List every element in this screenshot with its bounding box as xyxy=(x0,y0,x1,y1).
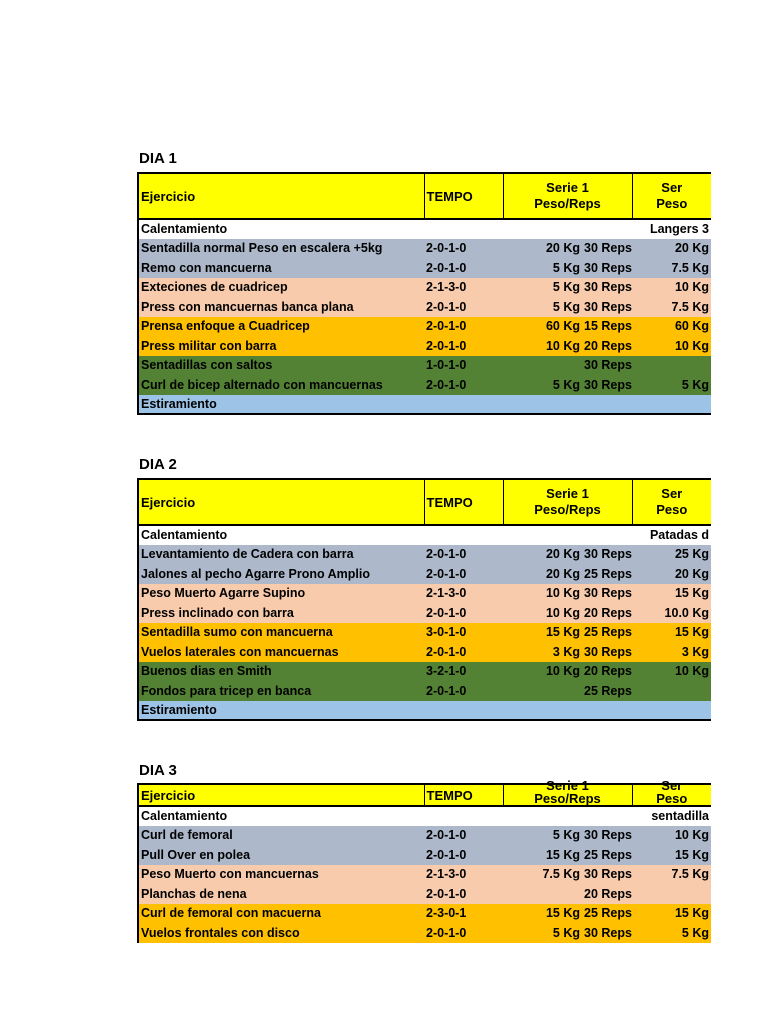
exercise-name: Remo con mancuerna xyxy=(138,258,424,278)
exercise-name: Curl de femoral xyxy=(138,826,424,846)
workout-table xyxy=(137,478,711,721)
header-serie-1: Serie 1 Peso/Reps xyxy=(503,479,632,525)
tempo-value: 2-0-1-0 xyxy=(424,375,503,395)
serie1-reps: 20 Reps xyxy=(582,603,632,623)
serie1-weight: 10 Kg xyxy=(503,662,582,682)
serie1-reps: 25 Reps xyxy=(582,564,632,584)
serie1-weight: 20 Kg xyxy=(503,545,582,565)
serie1-reps: 20 Reps xyxy=(582,662,632,682)
tempo-value: 2-0-1-0 xyxy=(424,297,503,317)
table-header-row xyxy=(138,784,711,806)
tempo-value: 2-0-1-0 xyxy=(424,826,503,846)
stretch-label: Estiramiento xyxy=(138,395,424,415)
serie1-reps: 30 Reps xyxy=(582,375,632,395)
table-row xyxy=(138,564,711,584)
table-row xyxy=(138,278,711,298)
serie1-weight: 10 Kg xyxy=(503,603,582,623)
serie1-reps: 25 Reps xyxy=(582,623,632,643)
serie2-weight: 15 Kg xyxy=(632,623,711,643)
warmup-label: Calentamiento xyxy=(138,806,424,826)
exercise-name: Peso Muerto Agarre Supino xyxy=(138,584,424,604)
tempo-value: 2-1-3-0 xyxy=(424,865,503,885)
workout-table-viewport xyxy=(137,172,710,415)
table-row xyxy=(138,826,711,846)
serie1-weight: 15 Kg xyxy=(503,904,582,924)
tempo-value: 2-0-1-0 xyxy=(424,603,503,623)
table-row xyxy=(138,904,711,924)
exercise-name: Pull Over en polea xyxy=(138,845,424,865)
serie2-weight: 15 Kg xyxy=(632,845,711,865)
serie1-weight xyxy=(503,681,582,701)
table-row xyxy=(138,923,711,943)
serie1-reps: 30 Reps xyxy=(582,356,632,376)
serie1-reps: 30 Reps xyxy=(582,826,632,846)
serie1-reps: 25 Reps xyxy=(582,904,632,924)
table-row xyxy=(138,623,711,643)
stretch-label: Estiramiento xyxy=(138,701,424,721)
exercise-name: Exteciones de cuadricep xyxy=(138,278,424,298)
exercise-name: Press militar con barra xyxy=(138,336,424,356)
serie2-weight: 10 Kg xyxy=(632,336,711,356)
warmup-label: Calentamiento xyxy=(138,219,424,239)
serie2-weight: 10 Kg xyxy=(632,278,711,298)
exercise-name: Press con mancuernas banca plana xyxy=(138,297,424,317)
header-tempo: TEMPO xyxy=(424,479,503,525)
serie1-reps: 30 Reps xyxy=(582,297,632,317)
serie1-weight: 20 Kg xyxy=(503,564,582,584)
warmup-row xyxy=(138,219,711,239)
tempo-value: 2-0-1-0 xyxy=(424,642,503,662)
warmup-note: Langers 3 xyxy=(632,219,711,239)
tempo-value: 2-0-1-0 xyxy=(424,545,503,565)
serie1-weight: 10 Kg xyxy=(503,336,582,356)
serie1-reps: 30 Reps xyxy=(582,545,632,565)
serie1-weight: 5 Kg xyxy=(503,375,582,395)
serie2-weight: 10.0 Kg xyxy=(632,603,711,623)
tempo-value: 1-0-1-0 xyxy=(424,356,503,376)
table-row xyxy=(138,584,711,604)
table-row xyxy=(138,865,711,885)
serie1-reps: 30 Reps xyxy=(582,865,632,885)
exercise-name: Curl de bicep alternado con mancuernas xyxy=(138,375,424,395)
day-title: DIA 1 xyxy=(139,150,177,167)
warmup-note: sentadilla xyxy=(632,806,711,826)
serie1-reps: 30 Reps xyxy=(582,642,632,662)
warmup-row xyxy=(138,525,711,545)
serie2-weight: 10 Kg xyxy=(632,662,711,682)
table-row xyxy=(138,662,711,682)
table-row xyxy=(138,681,711,701)
serie2-weight xyxy=(632,356,711,376)
header-serie-1: Serie 1 Peso/Reps xyxy=(503,173,632,219)
header-serie-2: Ser Peso xyxy=(632,173,711,219)
serie1-reps: 30 Reps xyxy=(582,239,632,259)
exercise-name: Jalones al pecho Agarre Prono Amplio xyxy=(138,564,424,584)
tempo-value: 3-0-1-0 xyxy=(424,623,503,643)
serie2-weight: 7.5 Kg xyxy=(632,865,711,885)
serie1-weight: 10 Kg xyxy=(503,584,582,604)
serie1-weight: 5 Kg xyxy=(503,297,582,317)
serie1-weight: 5 Kg xyxy=(503,278,582,298)
serie1-weight: 15 Kg xyxy=(503,845,582,865)
workout-table-viewport xyxy=(137,478,710,721)
serie2-weight: 20 Kg xyxy=(632,239,711,259)
serie1-weight: 5 Kg xyxy=(503,258,582,278)
serie1-reps: 30 Reps xyxy=(582,584,632,604)
tempo-value: 2-0-1-0 xyxy=(424,564,503,584)
tempo-value: 2-0-1-0 xyxy=(424,923,503,943)
serie1-weight xyxy=(503,884,582,904)
serie1-reps: 20 Reps xyxy=(582,336,632,356)
tempo-value: 2-0-1-0 xyxy=(424,681,503,701)
table-row xyxy=(138,375,711,395)
serie1-weight: 60 Kg xyxy=(503,317,582,337)
serie1-reps: 30 Reps xyxy=(582,258,632,278)
exercise-name: Planchas de nena xyxy=(138,884,424,904)
table-row xyxy=(138,317,711,337)
warmup-row xyxy=(138,806,711,826)
header-tempo: TEMPO xyxy=(424,784,503,806)
serie1-reps: 25 Reps xyxy=(582,845,632,865)
stretch-row xyxy=(138,395,711,415)
serie2-weight: 7.5 Kg xyxy=(632,297,711,317)
header-exercise: Ejercicio xyxy=(138,173,424,219)
table-row xyxy=(138,845,711,865)
exercise-name: Peso Muerto con mancuernas xyxy=(138,865,424,885)
tempo-value: 2-1-3-0 xyxy=(424,584,503,604)
serie1-reps: 30 Reps xyxy=(582,923,632,943)
header-serie-1: Serie 1 Peso/Reps xyxy=(503,784,632,806)
serie2-weight xyxy=(632,681,711,701)
serie1-reps: 20 Reps xyxy=(582,884,632,904)
workout-table xyxy=(137,778,711,943)
exercise-name: Press inclinado con barra xyxy=(138,603,424,623)
serie2-weight: 15 Kg xyxy=(632,584,711,604)
exercise-name: Buenos dias en Smith xyxy=(138,662,424,682)
header-tempo: TEMPO xyxy=(424,173,503,219)
serie2-weight: 15 Kg xyxy=(632,904,711,924)
serie2-weight: 60 Kg xyxy=(632,317,711,337)
tempo-value: 2-3-0-1 xyxy=(424,904,503,924)
table-row xyxy=(138,297,711,317)
serie1-weight: 15 Kg xyxy=(503,623,582,643)
serie2-weight: 25 Kg xyxy=(632,545,711,565)
warmup-note: Patadas d xyxy=(632,525,711,545)
header-exercise: Ejercicio xyxy=(138,784,424,806)
tempo-value: 2-0-1-0 xyxy=(424,884,503,904)
serie2-weight: 5 Kg xyxy=(632,923,711,943)
workout-table xyxy=(137,172,711,415)
serie1-weight: 3 Kg xyxy=(503,642,582,662)
exercise-name: Sentadillas con saltos xyxy=(138,356,424,376)
day-title: DIA 3 xyxy=(139,762,177,779)
serie2-weight: 7.5 Kg xyxy=(632,258,711,278)
exercise-name: Fondos para tricep en banca xyxy=(138,681,424,701)
exercise-name: Sentadilla sumo con mancuerna xyxy=(138,623,424,643)
table-row xyxy=(138,258,711,278)
tempo-value: 2-0-1-0 xyxy=(424,317,503,337)
serie1-reps: 15 Reps xyxy=(582,317,632,337)
serie1-reps: 30 Reps xyxy=(582,278,632,298)
table-row xyxy=(138,356,711,376)
table-header-row xyxy=(138,173,711,219)
serie2-weight: 10 Kg xyxy=(632,826,711,846)
exercise-name: Vuelos laterales con mancuernas xyxy=(138,642,424,662)
serie1-weight: 5 Kg xyxy=(503,826,582,846)
warmup-label: Calentamiento xyxy=(138,525,424,545)
header-serie-2: Ser Peso xyxy=(632,784,711,806)
workout-table-viewport xyxy=(137,778,710,943)
table-row xyxy=(138,545,711,565)
tempo-value: 2-1-3-0 xyxy=(424,278,503,298)
table-row xyxy=(138,603,711,623)
table-row xyxy=(138,239,711,259)
table-row xyxy=(138,884,711,904)
tempo-value: 3-2-1-0 xyxy=(424,662,503,682)
serie1-weight: 20 Kg xyxy=(503,239,582,259)
serie2-weight: 20 Kg xyxy=(632,564,711,584)
tempo-value: 2-0-1-0 xyxy=(424,239,503,259)
exercise-name: Levantamiento de Cadera con barra xyxy=(138,545,424,565)
header-exercise: Ejercicio xyxy=(138,479,424,525)
serie2-weight: 5 Kg xyxy=(632,375,711,395)
tempo-value: 2-0-1-0 xyxy=(424,258,503,278)
tempo-value: 2-0-1-0 xyxy=(424,845,503,865)
exercise-name: Vuelos frontales con disco xyxy=(138,923,424,943)
exercise-name: Prensa enfoque a Cuadricep xyxy=(138,317,424,337)
day-title: DIA 2 xyxy=(139,456,177,473)
stretch-row xyxy=(138,701,711,721)
tempo-value: 2-0-1-0 xyxy=(424,336,503,356)
header-serie-2: Ser Peso xyxy=(632,479,711,525)
serie2-weight: 3 Kg xyxy=(632,642,711,662)
serie2-weight xyxy=(632,884,711,904)
serie1-reps: 25 Reps xyxy=(582,681,632,701)
serie1-weight xyxy=(503,356,582,376)
table-row xyxy=(138,642,711,662)
serie1-weight: 7.5 Kg xyxy=(503,865,582,885)
table-header-row xyxy=(138,479,711,525)
serie1-weight: 5 Kg xyxy=(503,923,582,943)
table-row xyxy=(138,336,711,356)
exercise-name: Sentadilla normal Peso en escalera +5kg xyxy=(138,239,424,259)
exercise-name: Curl de femoral con macuerna xyxy=(138,904,424,924)
